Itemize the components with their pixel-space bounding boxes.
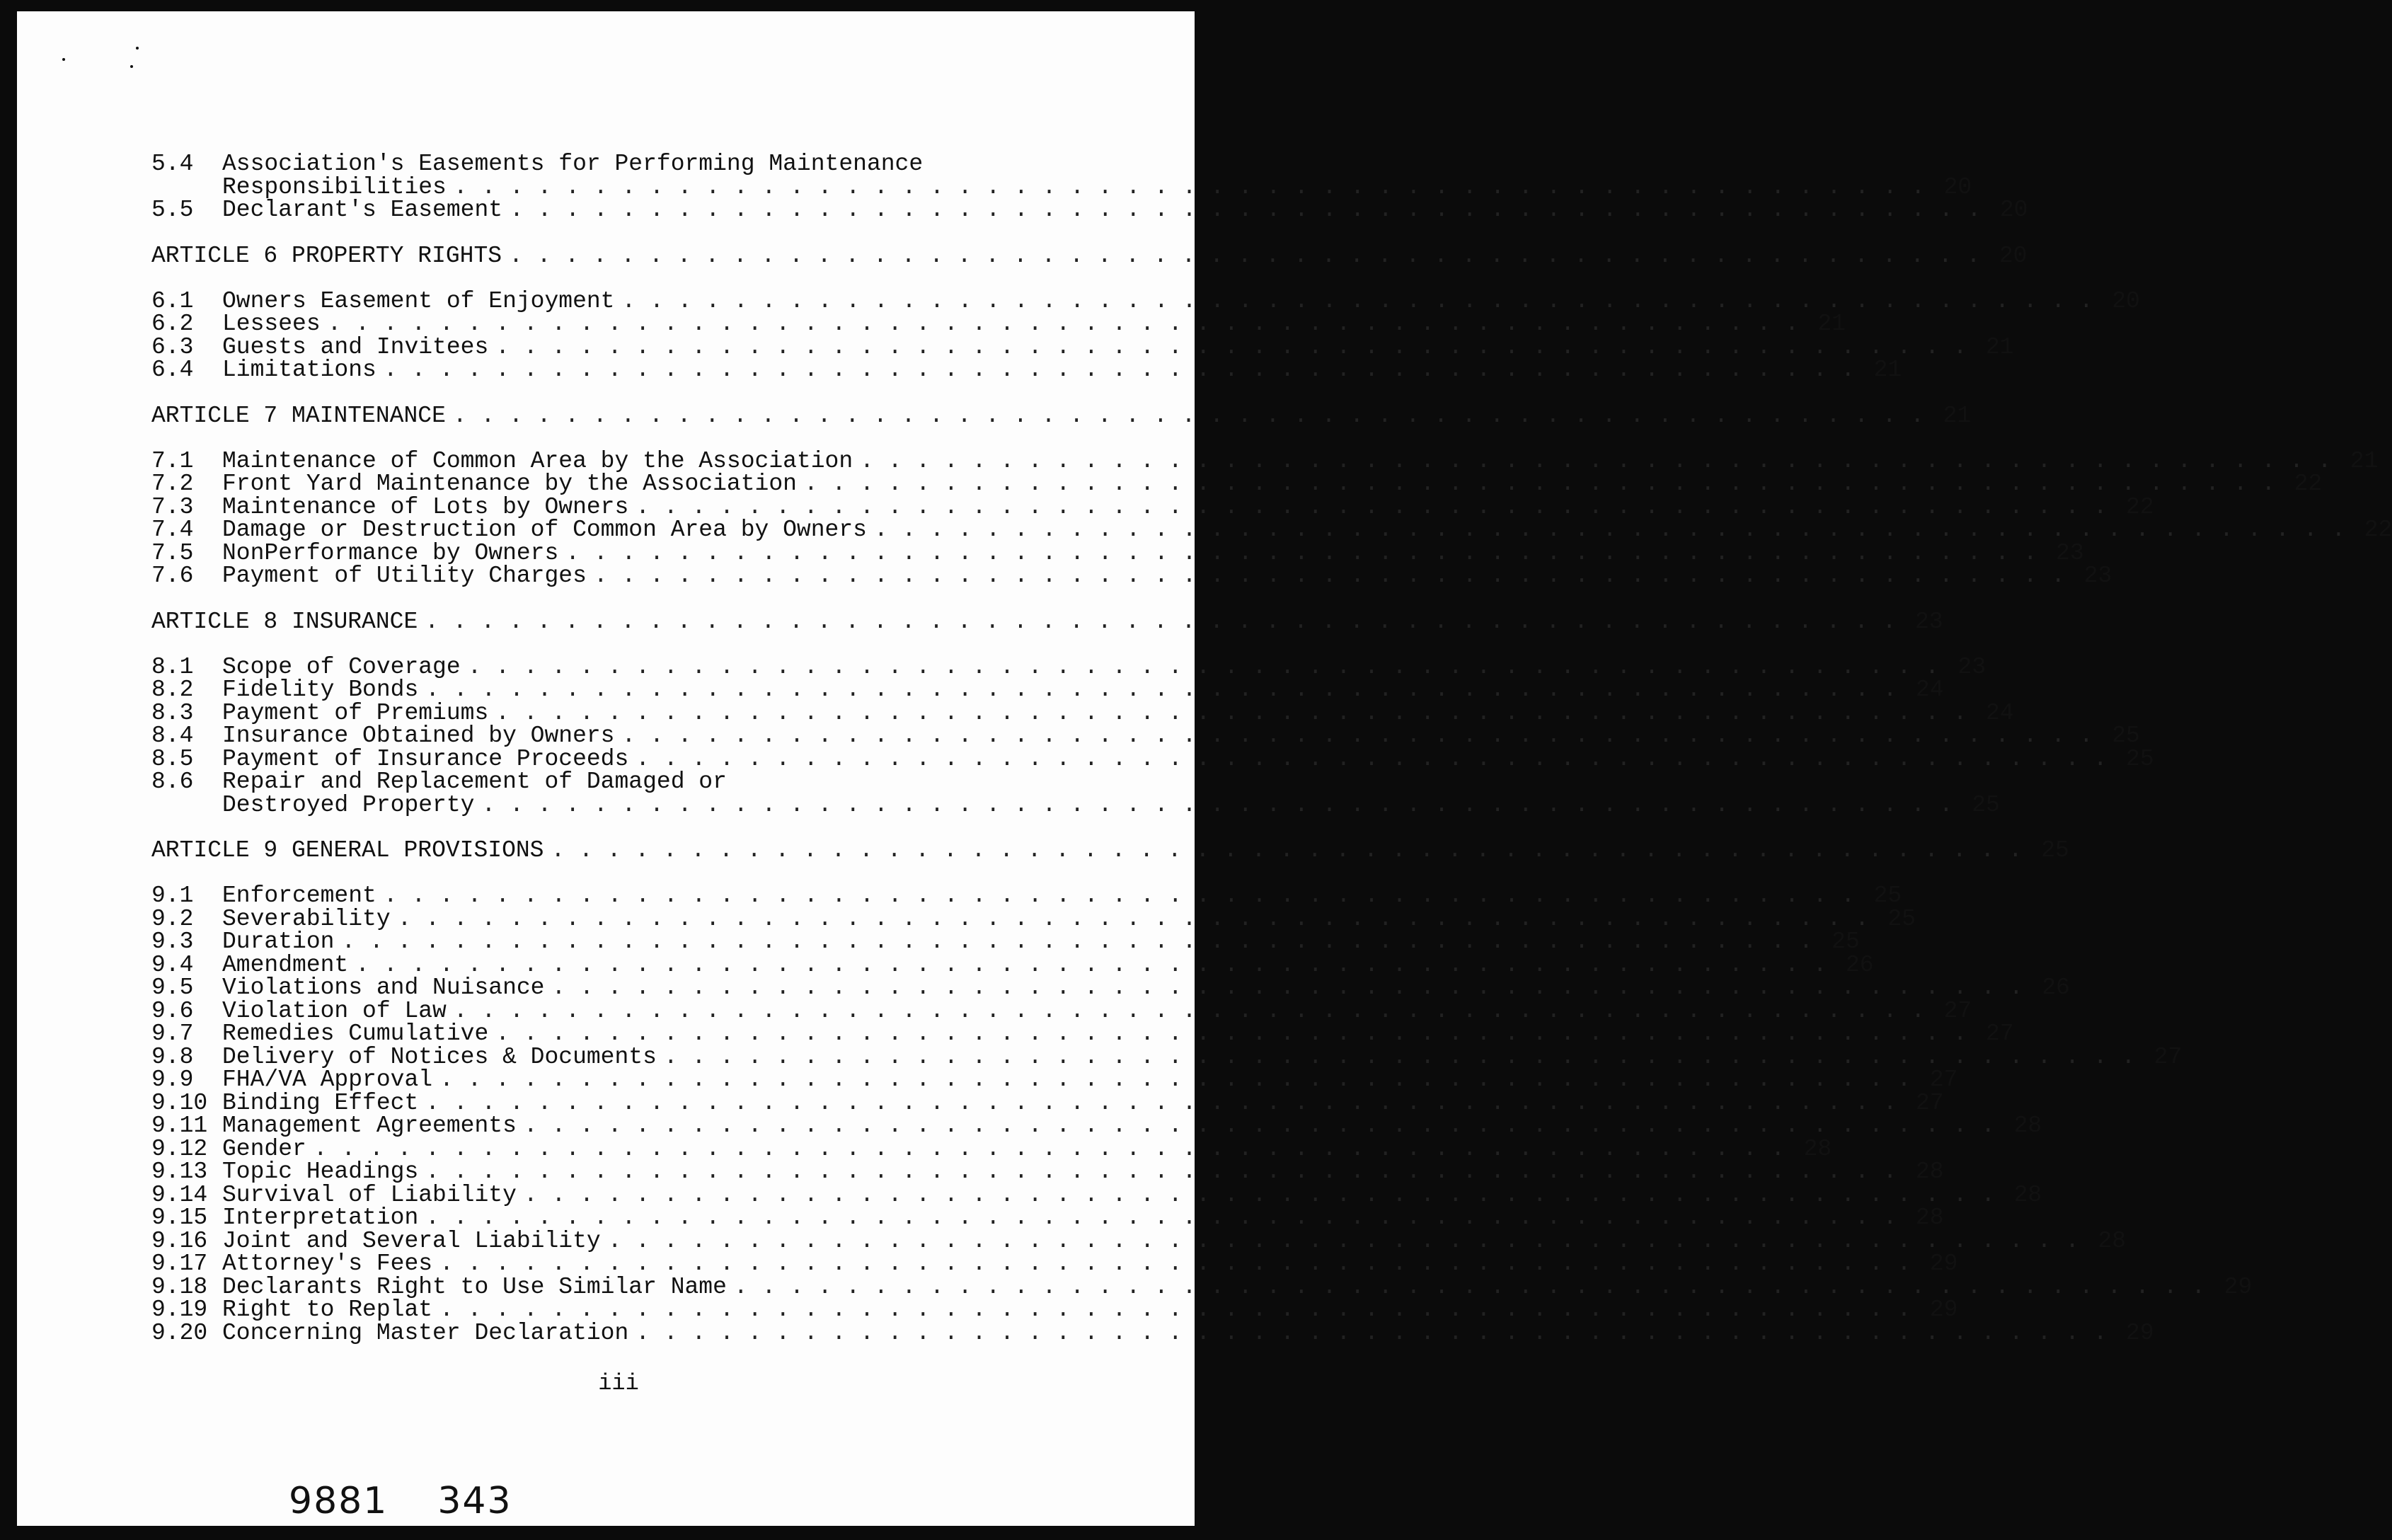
dot-leader: [510, 199, 1981, 222]
article-heading: ARTICLE 8 INSURANCE: [151, 608, 418, 635]
toc-entry: [151, 493, 2154, 520]
stamp-book-number: 9881: [289, 1480, 389, 1522]
section-number: 6.2: [151, 311, 194, 337]
dot-leader: [439, 1069, 1911, 1092]
page-reference: 25: [2041, 837, 2069, 863]
dot-leader: [860, 450, 2331, 473]
section-title: Maintenance of Lots by Owners: [222, 493, 629, 520]
article-heading-row: [151, 837, 2069, 863]
dot-leader: [495, 1023, 1967, 1046]
page-reference: 21: [1986, 333, 2014, 360]
toc-entry: [151, 1021, 2014, 1047]
toc-entry: [151, 1319, 2154, 1346]
dot-leader: [425, 611, 1896, 633]
table-of-contents: [151, 151, 2392, 1346]
dot-leader: [439, 1299, 1911, 1322]
section-number: 9.2: [151, 905, 194, 932]
section-title: Enforcement: [222, 883, 376, 909]
toc-entry: [151, 1227, 2127, 1254]
dot-leader: [495, 336, 1967, 360]
toc-entry: [151, 1089, 1944, 1116]
section-number: 9.18: [151, 1273, 208, 1300]
spacer: [151, 588, 1079, 611]
dot-leader: [608, 1230, 2079, 1253]
dot-leader: [495, 702, 1967, 725]
section-number: 9.12: [151, 1135, 208, 1162]
toc-entry: [151, 745, 2154, 772]
section-number: 8.5: [151, 745, 194, 772]
dot-leader: [454, 1000, 1925, 1023]
section-number: 5.5: [151, 197, 194, 223]
section-number: 8.4: [151, 723, 194, 749]
section-number: 9.8: [151, 1043, 194, 1070]
page-reference: 27: [1929, 1067, 1958, 1093]
section-number: 9.14: [151, 1181, 208, 1208]
dot-leader: [355, 954, 1827, 977]
toc-entry: [151, 1135, 1832, 1162]
section-title: Repair and Replacement of Damaged or: [222, 769, 727, 795]
dot-leader: [425, 1161, 1897, 1184]
toc-entry: [151, 975, 2070, 1001]
dot-leader: [481, 794, 1953, 817]
section-title: Scope of Coverage: [222, 653, 461, 680]
page-reference: 26: [2042, 975, 2070, 1001]
dot-leader: [664, 1046, 2135, 1069]
page-reference: 27: [1943, 997, 1972, 1024]
section-title: Damage or Destruction of Common Area by Owners: [222, 517, 867, 543]
recording-stamp: [289, 1480, 512, 1522]
dot-leader: [524, 1184, 1995, 1207]
section-number: 7.1: [151, 447, 194, 474]
section-title: Interpretation: [222, 1205, 419, 1231]
section-title: Lessees: [222, 311, 321, 337]
section-number: 9.6: [151, 997, 194, 1024]
toc-entry: [151, 447, 2379, 474]
section-number: 9.19: [151, 1297, 208, 1323]
document-page: [17, 11, 2392, 1526]
toc-entry: [151, 723, 2140, 749]
article-heading-row: [151, 402, 1972, 429]
toc-entry: [151, 1297, 1958, 1323]
page-reference: 26: [1845, 951, 1874, 978]
section-number: 7.5: [151, 539, 194, 566]
scan-speck: [130, 65, 133, 68]
page-reference: 21: [1943, 402, 1972, 429]
toc-entry: [151, 1113, 2042, 1139]
toc-entry: [151, 1043, 2183, 1070]
toc-entry: [151, 517, 2392, 543]
stamp-page-number: 343: [437, 1480, 512, 1522]
page-reference: 21: [1817, 311, 1846, 337]
section-number: 7.6: [151, 563, 194, 589]
dot-leader: [453, 405, 1924, 427]
section-title: Insurance Obtained by Owners: [222, 723, 615, 749]
article-heading-row: [151, 242, 2028, 269]
toc-entry: [151, 905, 1916, 932]
toc-entry: [151, 699, 2014, 726]
section-number: 6.3: [151, 333, 194, 360]
section-title: Association's Easements for Performing Maintenance: [222, 151, 924, 177]
section-number: 7.2: [151, 471, 194, 497]
page-reference: 27: [1915, 1089, 1944, 1116]
page-reference: 29: [1929, 1251, 1958, 1277]
scan-speck: [62, 58, 65, 61]
section-number: 5.4: [151, 151, 194, 177]
page-reference: 23: [2056, 539, 2084, 566]
page-reference: 25: [2112, 723, 2140, 749]
dot-leader: [622, 290, 2093, 314]
section-title: Payment of Utility Charges: [222, 563, 587, 589]
dot-leader: [468, 656, 1939, 679]
dot-leader: [551, 839, 2023, 862]
toc-entry: [151, 539, 2084, 566]
toc-entry: [151, 1159, 1944, 1185]
section-title: Responsibilities: [222, 173, 447, 200]
section-title: Duration: [222, 929, 335, 955]
dot-leader: [509, 245, 1980, 268]
section-title: Binding Effect: [222, 1089, 419, 1116]
section-title: Right to Replat: [222, 1297, 433, 1323]
toc-entry: [151, 1205, 1944, 1231]
dot-leader: [328, 313, 1799, 336]
dot-leader: [314, 1138, 1785, 1161]
article-heading: ARTICLE 9 GENERAL PROVISIONS: [151, 837, 544, 863]
article-heading: ARTICLE 6 PROPERTY RIGHTS: [151, 242, 502, 269]
section-title: Payment of Premiums: [222, 699, 489, 726]
section-number: 9.5: [151, 975, 194, 1001]
section-number: 9.11: [151, 1113, 208, 1139]
page-reference: 28: [1915, 1205, 1944, 1231]
section-title: Severability: [222, 905, 391, 932]
toc-entry: [151, 1251, 1958, 1277]
section-number: 8.1: [151, 653, 194, 680]
section-title: Concerning Master Declaration: [222, 1319, 629, 1346]
page-reference: 22: [2294, 471, 2323, 497]
page-reference: 20: [2112, 287, 2140, 314]
dot-leader: [636, 748, 2107, 771]
section-title: Declarants Right to Use Similar Name: [222, 1273, 727, 1300]
section-number: 9.4: [151, 951, 194, 978]
toc-entry: [151, 997, 1972, 1024]
dot-leader: [439, 1253, 1911, 1276]
dot-leader: [384, 359, 1855, 382]
article-heading: ARTICLE 7 MAINTENANCE: [151, 402, 446, 429]
section-title: Delivery of Notices & Documents: [222, 1043, 657, 1070]
page-reference: 25: [1972, 791, 2000, 818]
section-number: 6.1: [151, 287, 194, 314]
dot-leader: [874, 519, 2345, 542]
section-number: 7.4: [151, 517, 194, 543]
spacer: [151, 862, 1079, 885]
page-reference: 29: [2126, 1319, 2154, 1346]
section-title: Survival of Liability: [222, 1181, 517, 1208]
page-reference: 28: [1915, 1159, 1944, 1185]
toc-entry: [151, 951, 1874, 978]
dot-leader: [734, 1276, 2205, 1299]
section-number: 9.3: [151, 929, 194, 955]
section-title: Destroyed Property: [222, 791, 475, 818]
dot-leader: [622, 725, 2093, 748]
page-reference: 28: [1803, 1135, 1832, 1162]
toc-entry: [151, 333, 2014, 360]
section-number: 9.20: [151, 1319, 208, 1346]
page-reference: 22: [2126, 493, 2154, 520]
section-number: 8.6: [151, 769, 194, 795]
page-reference: 20: [1999, 242, 2028, 269]
dot-leader: [594, 565, 2065, 588]
dot-leader: [454, 176, 1925, 200]
page-reference: 20: [1999, 197, 2028, 223]
section-number: 9.10: [151, 1089, 208, 1116]
page-reference: 25: [1832, 929, 1860, 955]
section-number: 7.3: [151, 493, 194, 520]
toc-entry: [151, 173, 1972, 200]
toc-entry: [151, 563, 2112, 589]
page-reference: 21: [2350, 447, 2379, 474]
section-number: 9.15: [151, 1205, 208, 1231]
page-reference: 24: [1915, 677, 1944, 703]
section-title: Violation of Law: [222, 997, 447, 1024]
dot-leader: [384, 885, 1855, 908]
page-reference: 27: [2154, 1043, 2183, 1070]
page-reference: 28: [2098, 1227, 2127, 1254]
section-number: 6.4: [151, 357, 194, 383]
toc-entry: [151, 929, 1860, 955]
toc-entry: [151, 677, 1944, 703]
dot-leader: [425, 1207, 1897, 1230]
section-number: 9.16: [151, 1227, 208, 1254]
page-reference: 29: [1929, 1297, 1958, 1323]
dot-leader: [398, 908, 1869, 931]
section-title: Management Agreements: [222, 1113, 517, 1139]
section-title: NonPerformance by Owners: [222, 539, 559, 566]
section-number: 9.7: [151, 1021, 194, 1047]
spacer: [151, 222, 1079, 245]
page-reference: 28: [2013, 1113, 2042, 1139]
page-reference: 25: [1887, 905, 1916, 932]
page-reference: 23: [1915, 608, 1943, 635]
toc-entry: [151, 311, 1846, 337]
toc-entry: [151, 1273, 2253, 1300]
toc-entry: [151, 1181, 2042, 1208]
section-title: Owners Easement of Enjoyment: [222, 287, 615, 314]
section-title: Fidelity Bonds: [222, 677, 419, 703]
dot-leader: [636, 496, 2107, 519]
section-title: Limitations: [222, 357, 376, 383]
page-reference: 22: [2364, 517, 2392, 543]
dot-leader: [551, 977, 2023, 1000]
section-title: Maintenance of Common Area by the Association: [222, 447, 853, 474]
toc-entry: [151, 883, 1902, 909]
toc-entry: [151, 1067, 1958, 1093]
toc-entry: [151, 287, 2140, 314]
dot-leader: [341, 931, 1812, 954]
page-reference: 25: [1873, 883, 1902, 909]
page-reference: 23: [1957, 653, 1986, 680]
section-number: 9.1: [151, 883, 194, 909]
page-reference: 27: [1986, 1021, 2014, 1047]
section-title: Topic Headings: [222, 1159, 419, 1185]
section-number: 8.2: [151, 677, 194, 703]
section-title: FHA/VA Approval: [222, 1067, 433, 1093]
dot-leader: [804, 473, 2275, 496]
section-number: 8.3: [151, 699, 194, 726]
spacer: [151, 382, 1079, 405]
page-number: iii: [598, 1370, 639, 1396]
spacer: [151, 427, 1079, 450]
toc-entry: [151, 197, 2028, 223]
section-title: Amendment: [222, 951, 349, 978]
page-reference: 29: [2224, 1273, 2253, 1300]
section-title: Joint and Several Liability: [222, 1227, 601, 1254]
page-reference: 20: [1943, 173, 1972, 200]
spacer: [151, 633, 1079, 656]
spacer: [151, 268, 1079, 290]
section-title: Violations and Nuisance: [222, 975, 545, 1001]
section-number: 9.9: [151, 1067, 194, 1093]
article-heading-row: [151, 608, 1943, 635]
dot-leader: [425, 679, 1897, 702]
page-reference: 24: [1986, 699, 2014, 726]
section-title: Front Yard Maintenance by the Association: [222, 471, 797, 497]
dot-leader: [524, 1115, 1995, 1138]
section-title: Payment of Insurance Proceeds: [222, 745, 629, 772]
section-number: 9.13: [151, 1159, 208, 1185]
section-title: Attorney's Fees: [222, 1251, 433, 1277]
toc-entry: [151, 357, 1902, 383]
toc-entry: [151, 653, 1986, 680]
section-title: Gender: [222, 1135, 306, 1162]
toc-entry: [151, 471, 2323, 497]
dot-leader: [636, 1322, 2107, 1345]
toc-entry: [151, 791, 2000, 818]
scan-speck: [136, 47, 139, 50]
dot-leader: [425, 1092, 1897, 1115]
section-number: 9.17: [151, 1251, 208, 1277]
page-reference: 28: [2013, 1181, 2042, 1208]
page-reference: 25: [2126, 745, 2154, 772]
toc-entry: [151, 771, 1079, 794]
dot-leader: [565, 542, 2037, 565]
section-title: Guests and Invitees: [222, 333, 489, 360]
section-title: Declarant's Easement: [222, 197, 503, 223]
page-reference: 23: [2083, 563, 2112, 589]
toc-entry: [151, 153, 1079, 176]
spacer: [151, 817, 1079, 839]
page-reference: 21: [1873, 357, 1902, 383]
section-title: Remedies Cumulative: [222, 1021, 489, 1047]
